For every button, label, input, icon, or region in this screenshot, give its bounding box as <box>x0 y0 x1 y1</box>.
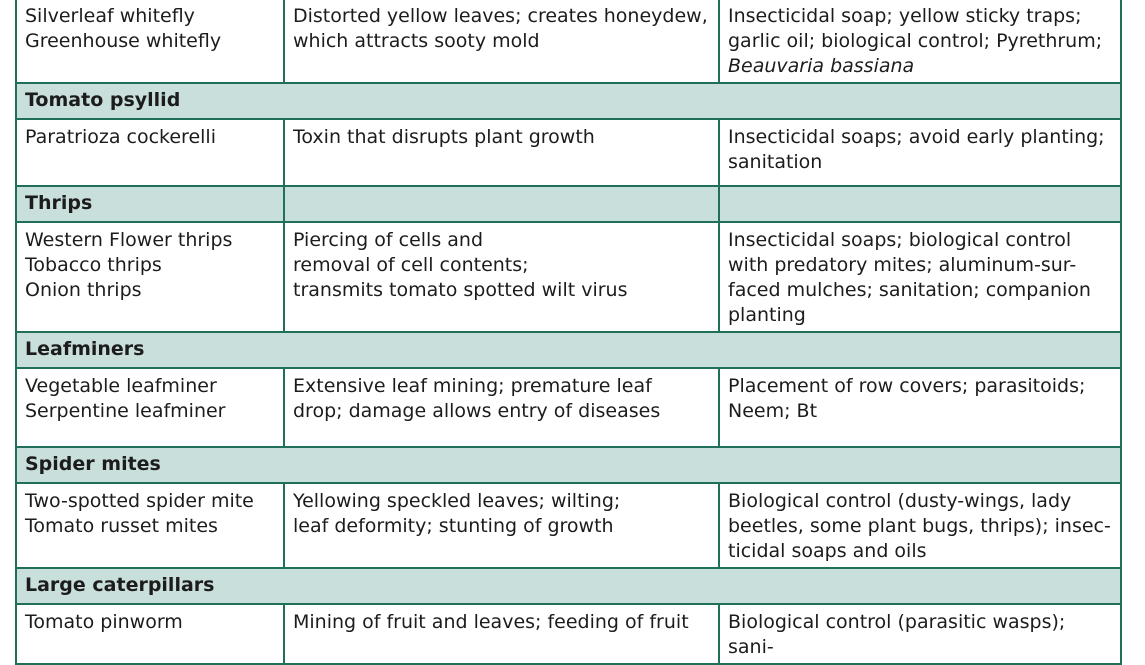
table-row <box>16 222 1121 332</box>
pest-group-header <box>16 447 1121 483</box>
table-row <box>16 0 1121 83</box>
pest-control-table <box>15 0 1122 665</box>
species-cell: Western Flower thrips Tobacco thrips Onion thrips <box>16 222 284 332</box>
pest-group-title: Tomato psyllid <box>16 83 1121 119</box>
control-cell: Insecticidal soaps; avoid early planting; sanitation <box>719 119 1121 186</box>
pest-group-title: Large caterpillars <box>16 568 1121 604</box>
pest-group-title: Leafminers <box>16 332 1121 368</box>
control-cell: Insecticidal soaps; biological control with predatory mites; aluminum-sur- faced mulches; sanitation; companion planting <box>719 222 1121 332</box>
damage-cell: Piercing of cells and removal of cell contents; transmits tomato spotted wilt virus <box>284 222 719 332</box>
damage-cell: Toxin that disrupts plant growth <box>284 119 719 186</box>
control-cell: Biological control (parasitic wasps); sani- <box>719 604 1121 664</box>
pest-group-header <box>16 332 1121 368</box>
species-cell: Silverleaf whitefly Greenhouse whitefly <box>16 0 284 83</box>
table-row <box>16 604 1121 664</box>
table-row <box>16 483 1121 568</box>
table-row <box>16 368 1121 447</box>
damage-cell: Yellowing speckled leaves; wilting; leaf deformity; stunting of growth <box>284 483 719 568</box>
control-text: Insecticidal soap; yellow sticky traps; garlic oil; biological control; Pyrethrum; <box>728 5 1103 52</box>
damage-cell: Mining of fruit and leaves; feeding of fruit <box>284 604 719 664</box>
pest-group-header <box>16 186 1121 222</box>
pest-group-title: Spider mites <box>16 447 1121 483</box>
damage-cell: Extensive leaf mining; premature leaf drop; damage allows entry of diseases <box>284 368 719 447</box>
species-cell: Two-spotted spider mite Tomato russet mites <box>16 483 284 568</box>
control-cell <box>719 0 1121 83</box>
table-row <box>16 119 1121 186</box>
damage-cell: Distorted yellow leaves; creates honeydew, which attracts sooty mold <box>284 0 719 83</box>
control-italic-text: Beauvaria bassiana <box>728 55 915 77</box>
empty-header-cell <box>719 186 1121 222</box>
empty-header-cell <box>284 186 719 222</box>
species-cell: Paratrioza cockerelli <box>16 119 284 186</box>
pest-group-header <box>16 83 1121 119</box>
pest-group-header <box>16 568 1121 604</box>
pest-group-title: Thrips <box>16 186 284 222</box>
control-cell: Placement of row covers; parasitoids; Neem; Bt <box>719 368 1121 447</box>
species-cell: Vegetable leafminer Serpentine leafminer <box>16 368 284 447</box>
control-cell: Biological control (dusty-wings, lady beetles, some plant bugs, thrips); insec- ticidal soaps and oils <box>719 483 1121 568</box>
species-cell: Tomato pinworm <box>16 604 284 664</box>
